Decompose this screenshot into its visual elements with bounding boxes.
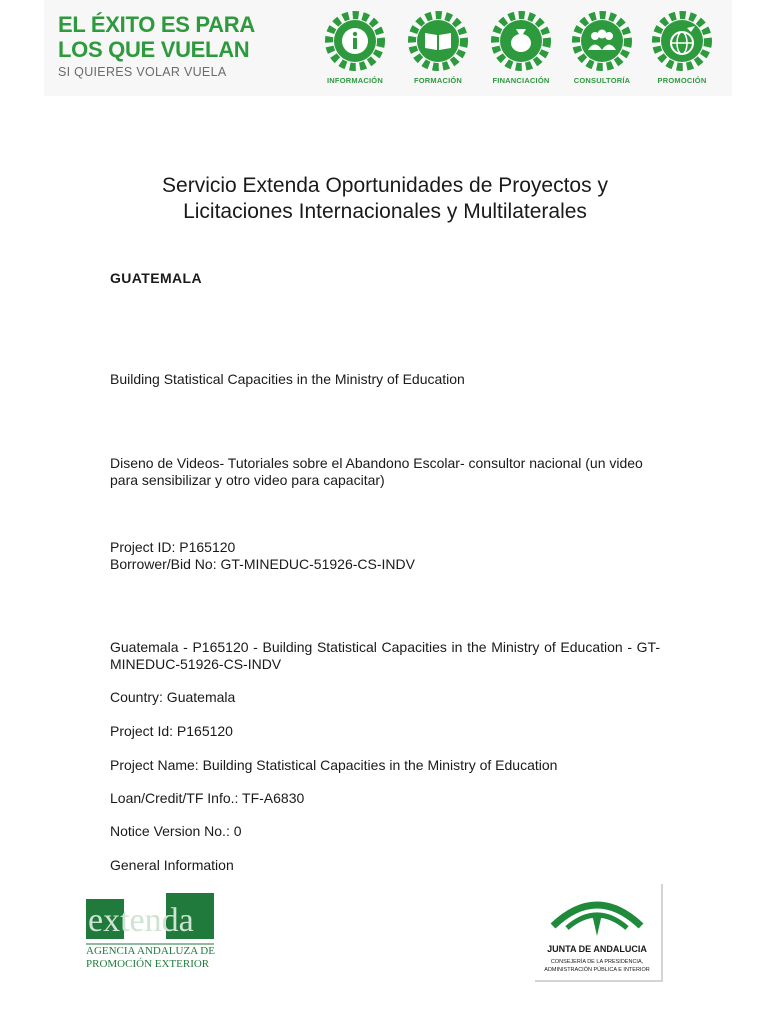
extenda-wordmark: extenda bbox=[88, 902, 194, 939]
service-informacion bbox=[315, 10, 395, 85]
project-id-line: Project ID: P165120 bbox=[110, 539, 236, 555]
book-icon bbox=[407, 10, 469, 72]
service-label: INFORMACIÓN bbox=[327, 76, 383, 85]
service-promocion bbox=[642, 10, 722, 85]
info-icon bbox=[324, 10, 386, 72]
junta-subtitle-2: ADMINISTRACIÓN PÚBLICA E INTERIOR bbox=[544, 967, 650, 973]
country-line: Country: Guatemala bbox=[110, 689, 236, 705]
extenda-subtitle-1: AGENCIA ANDALUZA DE bbox=[86, 945, 215, 957]
borrower-line: Borrower/Bid No: GT-MINEDUC-51926-CS-INDV bbox=[110, 556, 415, 572]
project-name-line: Project Name: Building Statistical Capacities in the Ministry of Education bbox=[110, 757, 558, 773]
project-description: Diseno de Videos- Tutoriales sobre el Abandono Escolar- consultor nacional (un video para sensibilizar y otro video para capacitar) bbox=[110, 455, 643, 488]
title-line-2: Licitaciones Internacionales y Multilaterales bbox=[183, 200, 587, 223]
slogan-subtitle: SI QUIERES VOLAR VUELA bbox=[58, 65, 227, 79]
people-icon bbox=[571, 10, 633, 72]
service-consultoria bbox=[562, 10, 642, 85]
project-title: Building Statistical Capacities in the Ministry of Education bbox=[110, 371, 465, 387]
notice-version-line: Notice Version No.: 0 bbox=[110, 823, 242, 839]
country-heading: GUATEMALA bbox=[110, 270, 202, 286]
service-label: FINANCIACIÓN bbox=[492, 76, 550, 85]
loan-line: Loan/Credit/TF Info.: TF-A6830 bbox=[110, 790, 305, 806]
extenda-logo bbox=[84, 893, 218, 978]
title-line-1: Servicio Extenda Oportunidades de Proyectos y bbox=[162, 174, 608, 197]
slogan bbox=[58, 12, 255, 79]
document-title bbox=[90, 173, 680, 225]
junta-de-andalucia-logo bbox=[535, 884, 663, 982]
extenda-subtitle-2: PROMOCIÓN EXTERIOR bbox=[86, 958, 210, 970]
junta-name: JUNTA DE ANDALUCIA bbox=[547, 944, 647, 954]
money-bag-icon bbox=[490, 10, 552, 72]
service-financiacion bbox=[481, 10, 561, 85]
project-summary: Guatemala - P165120 - Building Statistical Capacities in the Ministry of Education - GT-MINEDUC-51926-CS-INDV bbox=[110, 639, 660, 672]
slogan-line-1: EL ÉXITO ES PARA bbox=[58, 12, 255, 37]
globe-plane-icon bbox=[651, 10, 713, 72]
general-information-line: General Information bbox=[110, 857, 234, 873]
service-label: CONSULTORÍA bbox=[573, 76, 631, 85]
project-ids bbox=[110, 539, 660, 573]
service-formacion bbox=[398, 10, 478, 85]
service-label: PROMOCIÓN bbox=[657, 76, 707, 85]
service-label: FORMACIÓN bbox=[413, 76, 463, 85]
project-id-line-2: Project Id: P165120 bbox=[110, 723, 233, 739]
junta-subtitle-1: CONSEJERÍA DE LA PRESIDENCIA, bbox=[550, 959, 644, 965]
slogan-line-2: LOS QUE VUELAN bbox=[58, 37, 250, 62]
